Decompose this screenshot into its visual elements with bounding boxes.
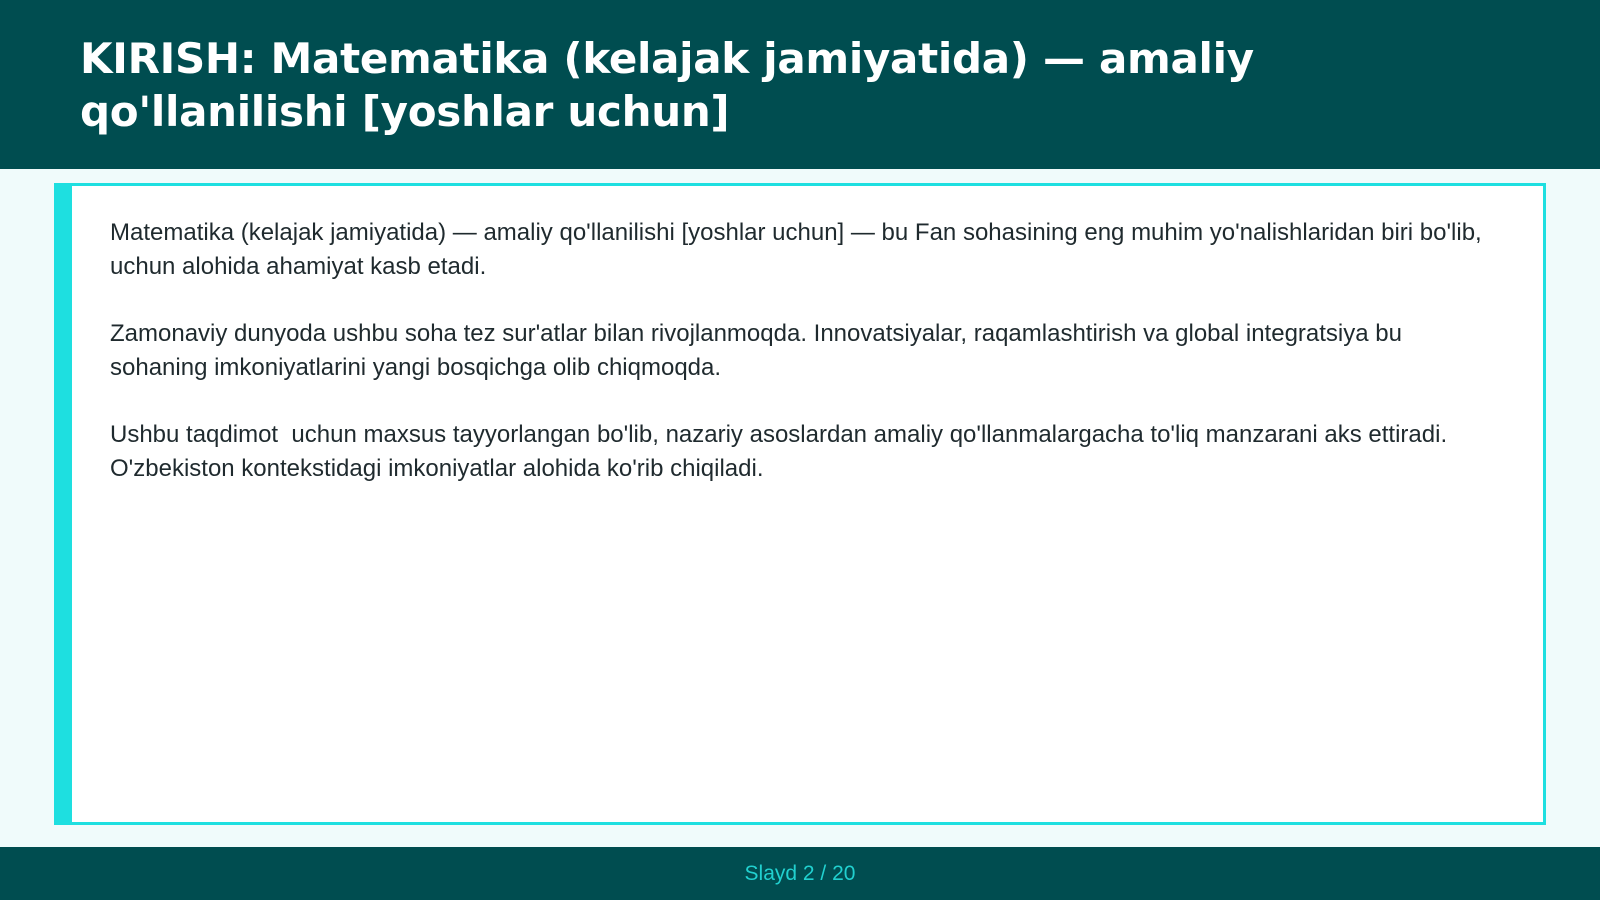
slide-footer (0, 847, 1600, 900)
slide-number: Slayd 2 / 20 (744, 861, 856, 885)
slide-title: KIRISH: Matematika (kelajak jamiyatida) — amaliy qo'llanilishi [yoshlar uchun] (80, 34, 1254, 136)
trends-paragraph: Zamonaviy dunyoda ushbu soha tez sur'atlar bilan rivojlanmoqda. Innovatsiyalar, raqamlashtirish va global integratsiya bu sohaning imkoniyatlarini yangi bosqichga olib chiqmoqda. (110, 320, 1409, 381)
presentation-paragraph: Ushbu taqdimot uchun maxsus tayyorlangan bo'lib, nazariy asoslardan amaliy qo'llanmalargacha to'liq manzarani aks ettiradi. O'zbekiston kontekstidagi imkoniyatlar alohida ko'rib chiqiladi. (110, 421, 1454, 482)
intro-paragraph: Matematika (kelajak jamiyatida) — amaliy qo'llanilishi [yoshlar uchun] — bu Fan sohasining eng muhim yo'nalishlaridan biri bo'lib, uchun alohida ahamiyat kasb etadi. (110, 219, 1496, 280)
content-card (54, 183, 1546, 825)
slide-header (0, 0, 1600, 169)
